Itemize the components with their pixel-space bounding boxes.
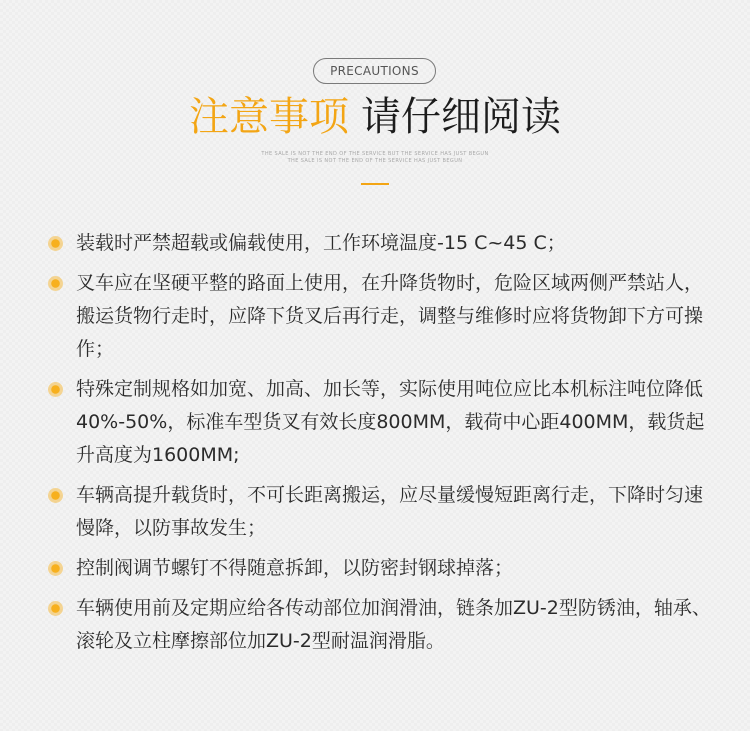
list-item [48,479,718,545]
bullet-dot-icon [48,601,63,616]
bullet-dot-icon [48,236,63,251]
list-item [48,227,718,260]
title-accent: 注意事项 [189,94,349,140]
title-main: 请仔细阅读 [361,94,561,140]
precautions-list [48,227,718,665]
decorative-subtext-line-1: THE SALE IS NOT THE END OF THE SERVICE BUT THE SERVICE HAS JUST BEGUN [261,151,489,157]
header [0,0,750,200]
list-item [48,267,718,366]
list-item [48,552,718,585]
list-item-text: 车辆高提升载货时，不可长距离搬运，应尽量缓慢短距离行走，下降时匀速慢降，以防事故发生； [76,484,704,539]
list-item-text: 特殊定制规格如加宽、加高、加长等，实际使用吨位应比本机标注吨位降低40%-50%，标准车型货叉有效长度800MM，载荷中心距400MM，载货起升高度为1600MM; [76,378,705,466]
list-item-text: 车辆使用前及定期应给各传动部位加润滑油，链条加ZU-2型防锈油，轴承、滚轮及立柱摩擦部位加ZU-2型耐温润滑脂。 [76,597,711,652]
precautions-badge: PRECAUTIONS [313,58,436,84]
list-item-text: 叉车应在坚硬平整的路面上使用，在升降货物时，危险区域两侧严禁站人，搬运货物行走时，应降下货叉后再行走，调整与维修时应将货物卸下方可操作； [76,272,704,360]
list-item [48,592,718,658]
bullet-dot-icon [48,488,63,503]
bullet-dot-icon [48,561,63,576]
accent-divider [361,183,389,185]
bullet-dot-icon [48,382,63,397]
bullet-dot-icon [48,276,63,291]
list-item-text: 装载时严禁超载或偏载使用，工作环境温度-15 C~45 C； [76,232,566,254]
list-item-text: 控制阀调节螺钉不得随意拆卸，以防密封钢球掉落； [76,557,514,579]
list-item [48,373,718,472]
page-title [0,92,750,142]
decorative-subtext-line-2: THE SALE IS NOT THE END OF THE SERVICE HAS JUST BEGUN [287,158,463,164]
